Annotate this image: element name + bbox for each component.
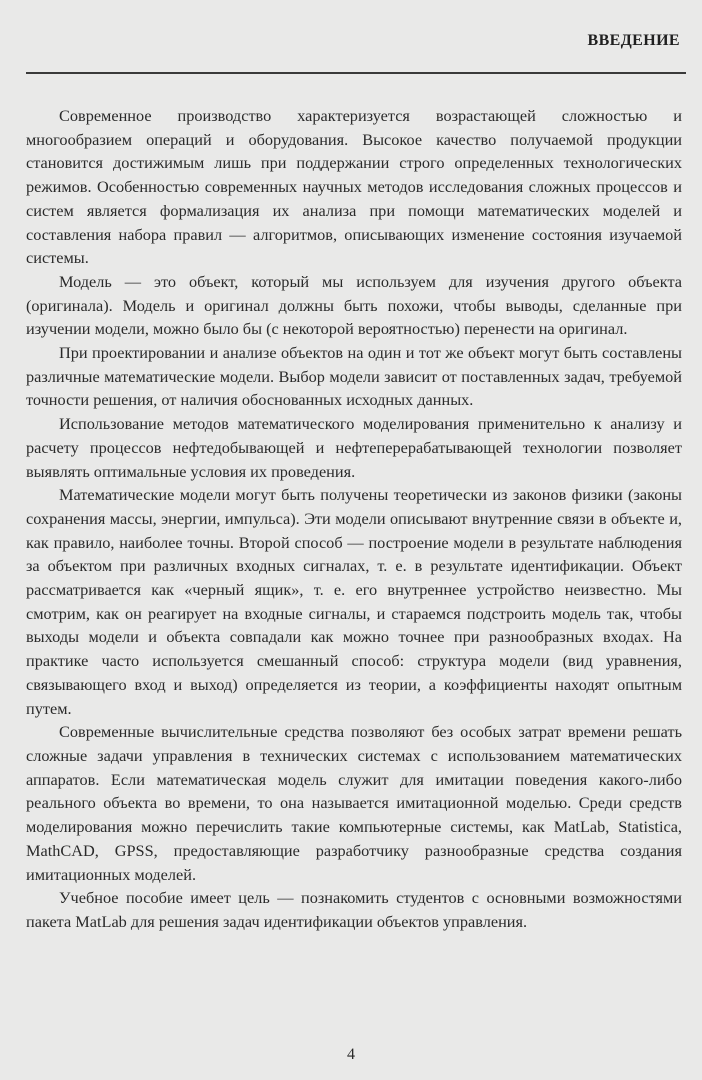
paragraph: Модель — это объект, который мы используем для изучения другого объекта (оригинала). Модель и оригинал должны быть похожи, чтобы выводы, сделанные при изучении модели, можно было бы (с некоторой вероятностью) перенести на оригинал.	[26, 271, 682, 339]
paragraph: Учебное пособие имеет цель — познакомить студентов с основными возможностями пакета MatLab для решения задач идентификации объектов управления.	[26, 888, 682, 931]
chapter-title: ВВЕДЕНИЕ	[587, 32, 680, 49]
paragraph: Математические модели могут быть получены теоретически из законов физики (законы сохранения массы, энергии, импульса). Эти модели описывают внутренние связи в объекте и, как правило, наиболее точны. Второй способ — построение модели в результате наблюдения за объектом при различных входных сигналах, т. е. в результате идентификации. Объект рассматривается как «черный ящик», т. е. его внутреннее устройство неизвестно. Мы смотрим, как он реагирует на входные сигналы, и стараемся подстроить модель так, чтобы выходы модели и объекта совпадали как можно точнее при разнообразных входах. На практике часто используется смешанный способ: структура модели (вид уравнения, связывающего вход и выход) определяется из теории, а коэффициенты находят опытным путем.	[26, 485, 682, 718]
body-text	[26, 104, 682, 934]
header-divider	[26, 72, 686, 74]
paragraph: При проектировании и анализе объектов на один и тот же объект могут быть составлены различные математические модели. Выбор модели зависит от поставленных задач, требуемой точности решения, от наличия обоснованных исходных данных.	[26, 343, 682, 410]
paragraph: Современные вычислительные средства позволяют без особых затрат времени решать сложные задачи управления в технических системах с использованием математических аппаратов. Если математическая модель служит для имитации поведения какого-либо реального объекта во времени, то она называется имитационной моделью. Среди средств моделирования можно перечислить такие компьютерные системы, как MatLab, Statistica, MathCAD, GPSS, предоставляющие разработчику разнообразные средства создания имитационных моделей.	[26, 722, 682, 884]
page-number: 4	[347, 1046, 355, 1063]
paragraph: Современное производство характеризуется возрастающей сложностью и многообразием операций и оборудования. Высокое качество получаемой продукции становится достижимым лишь при поддержании строго определенных технологических режимов. Особенностью современных научных методов исследования сложных процессов и систем является формализация их анализа при помощи математических моделей и составления набора правил — алгоритмов, описывающих изменение состояния изучаемой системы.	[26, 106, 682, 268]
paragraph: Использование методов математического моделирования применительно к анализу и расчету процессов нефтедобывающей и нефтеперерабатывающей технологии позволяет выявлять оптимальные условия их проведения.	[26, 414, 682, 481]
